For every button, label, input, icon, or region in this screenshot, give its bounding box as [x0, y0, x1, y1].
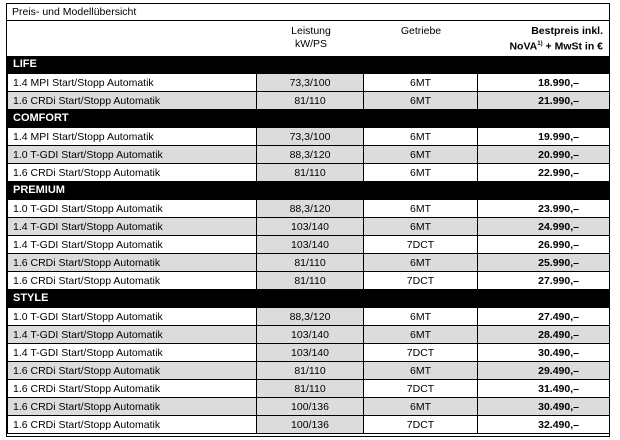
table-row: [8, 362, 610, 380]
price-cell: 21.990,–: [478, 92, 610, 110]
gearbox-cell: 6MT: [364, 200, 478, 218]
model-cell: 1.4 T-GDI Start/Stopp Automatik: [8, 326, 257, 344]
section-header-style: STYLE: [7, 290, 609, 307]
gearbox-cell: 7DCT: [364, 416, 478, 434]
column-header: [7, 21, 609, 56]
model-cell: 1.6 CRDi Start/Stopp Automatik: [8, 362, 257, 380]
price-cell: 22.990,–: [478, 164, 610, 182]
gearbox-cell: 6MT: [364, 92, 478, 110]
section-table: [7, 127, 610, 182]
model-cell: 1.4 MPI Start/Stopp Automatik: [8, 74, 257, 92]
gearbox-cell: 6MT: [364, 254, 478, 272]
power-cell: 81/110: [257, 380, 364, 398]
model-cell: 1.6 CRDi Start/Stopp Automatik: [8, 380, 257, 398]
price-cell: 30.490,–: [478, 398, 610, 416]
price-cell: 19.990,–: [478, 128, 610, 146]
price-column-header: [477, 25, 613, 54]
model-cell: 1.0 T-GDI Start/Stopp Automatik: [8, 308, 257, 326]
power-cell: 81/110: [257, 92, 364, 110]
table-row: [8, 254, 610, 272]
table-body: [7, 56, 609, 434]
gearbox-cell: 6MT: [364, 326, 478, 344]
power-cell: 88,3/120: [257, 146, 364, 164]
price-overview-table: [6, 3, 610, 437]
model-cell: 1.4 T-GDI Start/Stopp Automatik: [8, 236, 257, 254]
gearbox-cell: 7DCT: [364, 344, 478, 362]
price-cell: 29.490,–: [478, 362, 610, 380]
power-cell: 81/110: [257, 362, 364, 380]
price-cell: 24.990,–: [478, 218, 610, 236]
gearbox-cell: 6MT: [364, 362, 478, 380]
table-row: [8, 308, 610, 326]
price-cell: 28.490,–: [478, 326, 610, 344]
gearbox-cell: 6MT: [364, 398, 478, 416]
nova-label: NoVA: [509, 40, 538, 53]
power-cell: 100/136: [257, 398, 364, 416]
section-header-premium: PREMIUM: [7, 182, 609, 199]
table-row: [8, 74, 610, 92]
table-row: [8, 326, 610, 344]
model-cell: 1.6 CRDi Start/Stopp Automatik: [8, 92, 257, 110]
gearbox-cell: 6MT: [364, 218, 478, 236]
model-cell: 1.6 CRDi Start/Stopp Automatik: [8, 254, 257, 272]
section-header-comfort: COMFORT: [7, 110, 609, 127]
model-cell: 1.4 MPI Start/Stopp Automatik: [8, 128, 257, 146]
gearbox-cell: 6MT: [364, 164, 478, 182]
model-cell: 1.4 T-GDI Start/Stopp Automatik: [8, 218, 257, 236]
gearbox-column-header: Getriebe: [400, 25, 442, 37]
table-row: [8, 218, 610, 236]
power-column-header: [257, 25, 365, 51]
power-cell: 73,3/100: [257, 128, 364, 146]
model-cell: 1.6 CRDi Start/Stopp Automatik: [8, 272, 257, 290]
model-cell: 1.0 T-GDI Start/Stopp Automatik: [8, 200, 257, 218]
gearbox-cell: 6MT: [364, 308, 478, 326]
power-cell: 103/140: [257, 344, 364, 362]
table-title: Preis- und Modellübersicht: [7, 4, 609, 21]
table-row: [8, 200, 610, 218]
table-row: [8, 416, 610, 434]
table-row: [8, 164, 610, 182]
table-row: [8, 146, 610, 164]
power-cell: 103/140: [257, 326, 364, 344]
section-table: [7, 307, 610, 434]
model-cell: 1.6 CRDi Start/Stopp Automatik: [8, 416, 257, 434]
table-row: [8, 128, 610, 146]
gearbox-cell: 6MT: [364, 146, 478, 164]
table-row: [8, 236, 610, 254]
gearbox-cell: 7DCT: [364, 380, 478, 398]
model-cell: 1.0 T-GDI Start/Stopp Automatik: [8, 146, 257, 164]
power-cell: 73,3/100: [257, 74, 364, 92]
power-cell: 88,3/120: [257, 308, 364, 326]
footnote-marker: 1): [537, 41, 543, 47]
table-row: [8, 398, 610, 416]
price-cell: 20.990,–: [478, 146, 610, 164]
mwst-label: + MwSt in €: [542, 40, 603, 53]
price-cell: 27.990,–: [478, 272, 610, 290]
price-cell: 30.490,–: [478, 344, 610, 362]
model-cell: 1.4 T-GDI Start/Stopp Automatik: [8, 344, 257, 362]
power-cell: 103/140: [257, 218, 364, 236]
table-row: [8, 92, 610, 110]
power-header-line1: Leistung: [291, 25, 331, 37]
price-cell: 31.490,–: [478, 380, 610, 398]
table-row: [8, 344, 610, 362]
section-header-life: LIFE: [7, 56, 609, 73]
price-cell: 27.490,–: [478, 308, 610, 326]
price-header-line2: [477, 38, 603, 54]
price-cell: 25.990,–: [478, 254, 610, 272]
gearbox-cell: 6MT: [364, 74, 478, 92]
price-cell: 26.990,–: [478, 236, 610, 254]
price-cell: 18.990,–: [478, 74, 610, 92]
model-cell: 1.6 CRDi Start/Stopp Automatik: [8, 398, 257, 416]
power-cell: 81/110: [257, 164, 364, 182]
gearbox-cell: 6MT: [364, 128, 478, 146]
table-row: [8, 380, 610, 398]
power-cell: 81/110: [257, 254, 364, 272]
section-table: [7, 199, 610, 290]
table-row: [8, 272, 610, 290]
power-cell: 100/136: [257, 416, 364, 434]
power-cell: 81/110: [257, 272, 364, 290]
power-header-line2: kW/PS: [294, 38, 328, 50]
gearbox-cell: 7DCT: [364, 272, 478, 290]
price-cell: 23.990,–: [478, 200, 610, 218]
model-cell: 1.6 CRDi Start/Stopp Automatik: [8, 164, 257, 182]
gearbox-cell: 7DCT: [364, 236, 478, 254]
power-cell: 88,3/120: [257, 200, 364, 218]
power-cell: 103/140: [257, 236, 364, 254]
section-table: [7, 73, 610, 110]
price-header-line1: Bestpreis inkl.: [531, 25, 603, 37]
price-cell: 32.490,–: [478, 416, 610, 434]
